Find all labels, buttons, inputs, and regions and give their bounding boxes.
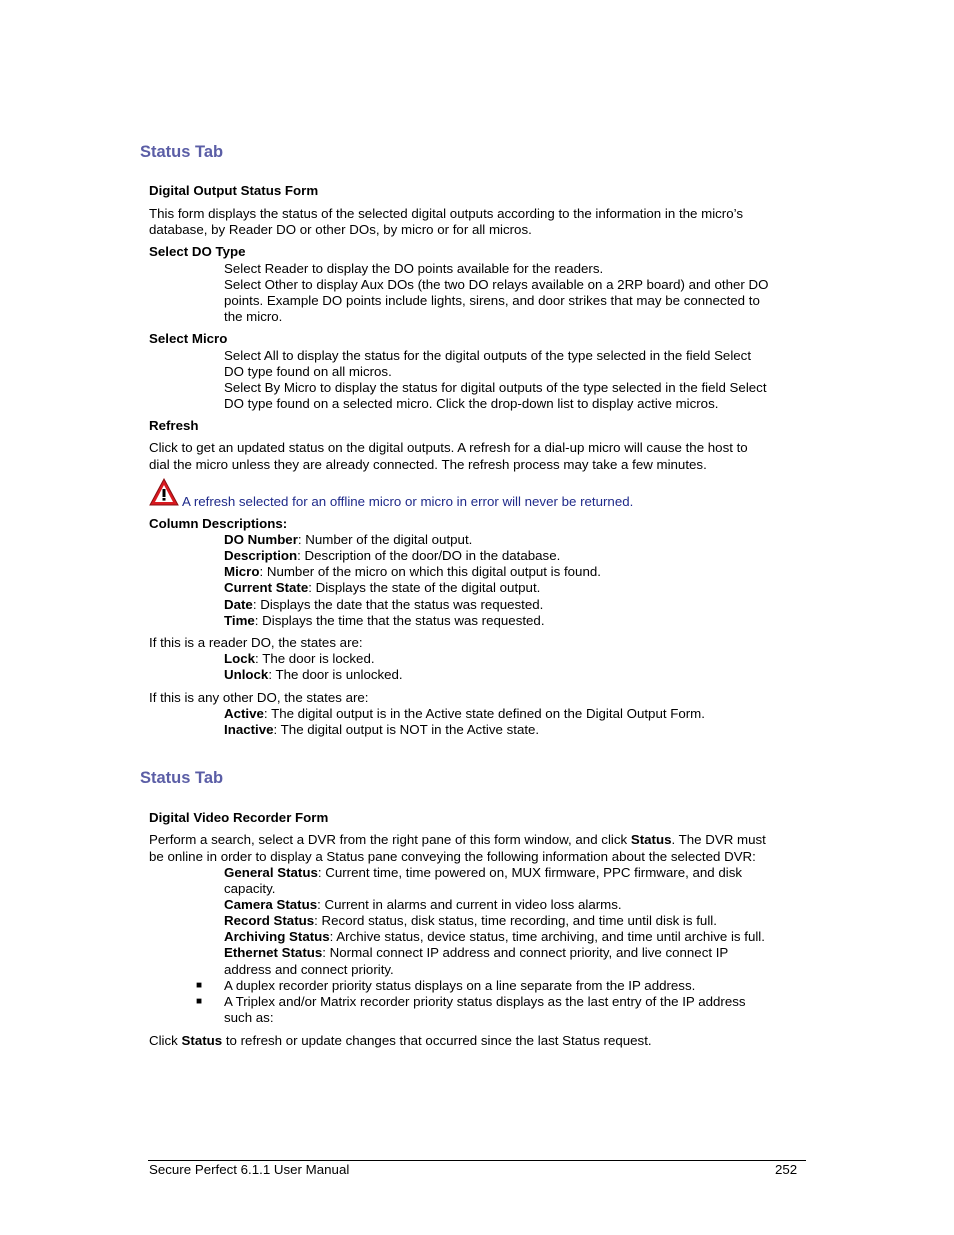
footer-page-number: 252 <box>775 1162 798 1177</box>
status-term: Status <box>630 832 672 847</box>
desc: : Description of the door/DO in the database. <box>297 548 561 563</box>
dvr-intro-line-1 <box>149 832 766 848</box>
dvr-status-item <box>224 897 622 913</box>
dvr-status-item <box>224 865 742 881</box>
term: DO Number <box>224 532 298 547</box>
term: Time <box>224 613 255 628</box>
status-term: Status <box>181 1033 223 1048</box>
text: Click <box>149 1033 182 1048</box>
term: Lock <box>224 651 256 666</box>
text: to refresh or update changes that occurred since the last Status request. <box>222 1033 652 1048</box>
text: . The DVR must <box>671 832 766 847</box>
footer-title: Secure Perfect 6.1.1 User Manual <box>149 1162 350 1177</box>
column-description-item <box>224 564 601 580</box>
term: Date <box>224 597 253 612</box>
closing-line <box>149 1033 652 1049</box>
select-micro-line: Select By Micro to display the status for digital outputs of the type selected in the field Select <box>224 380 767 395</box>
refresh-line: Click to get an updated status on the digital outputs. A refresh for a dial-up micro will cause the host to <box>149 440 748 455</box>
other-state-item <box>224 722 539 738</box>
column-description-item <box>224 532 472 548</box>
desc: : The door is unlocked. <box>268 667 403 682</box>
label-refresh: Refresh <box>149 418 199 433</box>
footer-rule <box>148 1160 806 1161</box>
reader-state-item <box>224 651 375 667</box>
term: Camera Status <box>224 897 318 912</box>
intro-line-1: This form displays the status of the selected digital outputs according to the information in the micro’s <box>149 206 743 221</box>
desc: : Number of the micro on which this digital output is found. <box>259 564 601 579</box>
section-heading-status-tab-2: Status Tab <box>140 769 224 787</box>
column-description-item <box>224 548 560 564</box>
text: Perform a search, select a DVR from the right pane of this form window, and click <box>149 832 631 847</box>
warning-icon <box>149 478 179 506</box>
desc: : Normal connect IP address and connect priority, and live connect IP <box>322 945 729 960</box>
dvr-status-item <box>224 913 717 929</box>
select-do-type-line: Select Other to display Aux DOs (the two DO relays available on a 2RP board) and other DO <box>224 277 769 292</box>
desc: : Displays the time that the status was requested. <box>254 613 545 628</box>
term: Micro <box>224 564 260 579</box>
term: Inactive <box>224 722 274 737</box>
bullet-item: A duplex recorder priority status displays on a line separate from the IP address. <box>224 978 696 993</box>
dvr-intro-line-2: be online in order to display a Status pane conveying the following information about the selected DVR: <box>149 849 756 864</box>
label-select-do-type: Select DO Type <box>149 244 246 259</box>
desc: : The door is locked. <box>255 651 375 666</box>
term: General Status <box>224 865 318 880</box>
subheading-digital-output-status-form: Digital Output Status Form <box>149 183 319 198</box>
select-do-type-line: Select Reader to display the DO points available for the readers. <box>224 261 604 276</box>
intro-line-2: database, by Reader DO or other DOs, by micro or for all micros. <box>149 222 532 237</box>
label-select-micro: Select Micro <box>149 331 228 346</box>
column-description-item <box>224 597 543 613</box>
desc: : Displays the date that the status was requested. <box>252 597 544 612</box>
term: Description <box>224 548 298 563</box>
bullet-marker-icon: ■ <box>196 980 203 991</box>
warning-text: A refresh selected for an offline micro or micro in error will never be returned. <box>182 494 634 509</box>
desc: : The digital output is in the Active state defined on the Digital Output Form. <box>263 706 705 721</box>
term: Active <box>224 706 264 721</box>
desc: : Archive status, device status, time archiving, and time until archive is full. <box>329 929 765 944</box>
other-states-intro: If this is any other DO, the states are: <box>149 690 369 705</box>
label-column-descriptions: Column Descriptions: <box>149 516 288 531</box>
reader-state-item <box>224 667 403 683</box>
term: Record Status <box>224 913 315 928</box>
desc: : The digital output is NOT in the Active state. <box>273 722 540 737</box>
dvr-status-item-cont: address and connect priority. <box>224 962 394 977</box>
select-micro-line: Select All to display the status for the digital outputs of the type selected in the field Select <box>224 348 752 363</box>
dvr-status-item <box>224 929 765 945</box>
select-do-type-line: the micro. <box>224 309 283 324</box>
dvr-status-item <box>224 945 728 961</box>
desc: : Current in alarms and current in video loss alarms. <box>317 897 622 912</box>
reader-states-intro: If this is a reader DO, the states are: <box>149 635 363 650</box>
other-state-item <box>224 706 705 722</box>
desc: : Displays the state of the digital output. <box>308 580 541 595</box>
bullet-item-cont: such as: <box>224 1010 274 1025</box>
desc: : Number of the digital output. <box>297 532 473 547</box>
section-heading-status-tab-1: Status Tab <box>140 143 224 161</box>
column-description-item <box>224 613 545 629</box>
term: Archiving Status <box>224 929 330 944</box>
column-description-item <box>224 580 540 596</box>
subheading-digital-video-recorder-form: Digital Video Recorder Form <box>149 810 329 825</box>
select-micro-line: DO type found on a selected micro. Click the drop-down list to display active micros. <box>224 396 719 411</box>
dvr-status-item-cont: capacity. <box>224 881 276 896</box>
desc: : Record status, disk status, time recording, and time until disk is full. <box>314 913 717 928</box>
refresh-line: dial the micro unless they are already connected. The refresh process may take a few minutes. <box>149 457 707 472</box>
term: Unlock <box>224 667 269 682</box>
select-do-type-line: points. Example DO points include lights, sirens, and door strikes that may be connected to <box>224 293 760 308</box>
term: Current State <box>224 580 309 595</box>
desc: : Current time, time powered on, MUX firmware, PPC firmware, and disk <box>317 865 743 880</box>
bullet-item: A Triplex and/or Matrix recorder priority status displays as the last entry of the IP address <box>224 994 746 1009</box>
bullet-marker-icon: ■ <box>196 996 203 1007</box>
term: Ethernet Status <box>224 945 323 960</box>
select-micro-line: DO type found on all micros. <box>224 364 392 379</box>
